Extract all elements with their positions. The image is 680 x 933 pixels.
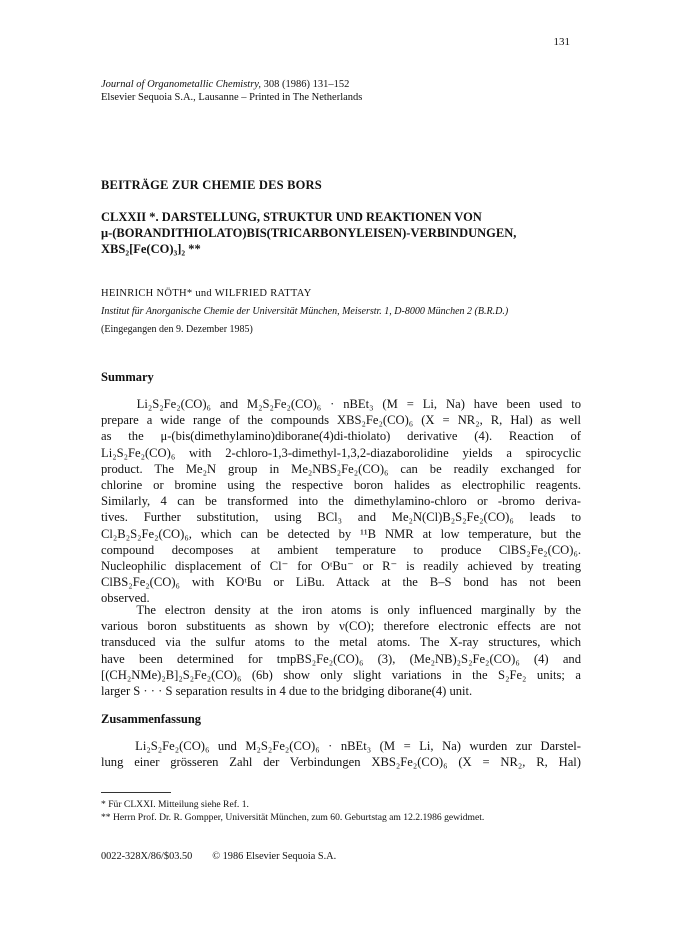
- journal-name: Journal of Organometallic Chemistry,: [101, 79, 262, 90]
- publisher-line: Elsevier Sequoia S.A., Lausanne – Printed in The Netherlands: [101, 92, 363, 103]
- footnote-divider: [101, 792, 171, 793]
- text-line: Nucleophilic displacement of Cl⁻ for OᵗBu⁻ or R⁻ is readily achieved by treating: [101, 559, 581, 574]
- text-line: Cl₂B₂S₂Fe₂(CO)₆, which can be detected by ¹¹B NMR at low temperature, but the: [101, 526, 581, 541]
- text-line: compound decomposes at ambient temperature to produce ClBS₂Fe₂(CO)₆.: [101, 542, 581, 557]
- journal-volume: 308 (1986) 131–152: [261, 79, 350, 90]
- page-number: 131: [553, 36, 570, 48]
- text-line: Similarly, 4 can be transformed into the dimethylamino-chloro or -bromo deriva-: [101, 494, 581, 509]
- zusammenfassung-paragraph: [101, 738, 581, 770]
- series-title: BEITRÄGE ZUR CHEMIE DES BORS: [101, 178, 322, 192]
- text-line: Li₂S₂Fe₂(CO)₆ and M₂S₂Fe₂(CO)₆ · nBEt₃ (M = Li, Na) have been used to: [101, 397, 581, 411]
- journal-header: [101, 78, 362, 104]
- text-line: larger S · · · S separation results in 4 due to the bridging diborane(4) unit.: [101, 684, 473, 699]
- article-title: [101, 209, 581, 257]
- copyright-notice: © 1986 Elsevier Sequoia S.A.: [212, 851, 337, 862]
- text-line: various boron substituents as shown by ν(CO); therefore electronic effects are not: [101, 619, 581, 634]
- title-line: CLXXII *. DARSTELLUNG, STRUKTUR UND REAKTIONEN VON: [101, 210, 482, 224]
- text-line: ClBS₂Fe₂(CO)₆ with KOᵗBu or LiBu. Attack at the B–S bond has not been: [101, 575, 581, 590]
- zusammenfassung-heading: Zusammenfassung: [101, 712, 202, 726]
- issn-price-code: 0022-328X/86/$03.50: [101, 851, 193, 862]
- text-line: Li₂S₂Fe₂(CO)₆ und M₂S₂Fe₂(CO)₆ · nBEt₃ (M = Li, Na) wurden zur Darstel-: [101, 739, 581, 753]
- text-line: Li₂S₂Fe₂(CO)₆ with 2-chloro-1,3-dimethyl-1,3,2-diazaborolidine yields a spirocyclic: [101, 445, 581, 460]
- text-line: have been determined for tmpBS₂Fe₂(CO)₆ (3), (Me₂NB)₂S₂Fe₂(CO)₆ (4) and: [101, 651, 581, 666]
- text-line: prepare a wide range of the compounds XBS₂Fe₂(CO)₆ (X = NR₂, R, Hal) as well: [101, 413, 581, 428]
- journal-citation: [101, 78, 362, 91]
- footnote: ** Herrn Prof. Dr. R. Gompper, Universität München, zum 60. Geburtstag am 12.2.1986 gewidmet.: [101, 812, 485, 823]
- received-date: (Eingegangen den 9. Dezember 1985): [101, 324, 253, 335]
- text-line: observed.: [101, 591, 150, 606]
- authors: HEINRICH NÖTH* und WILFRIED RATTAY: [101, 288, 312, 299]
- text-line: as the μ-(bis(dimethylamino)diborane(4)di-thiolato) derivative (4). Reaction of: [101, 429, 581, 444]
- summary-paragraph-2: [101, 602, 581, 699]
- summary-paragraph-1: [101, 396, 581, 607]
- text-line: chlorine or bromine using the respective boron halides as electrophilic reagents.: [101, 478, 581, 493]
- text-line: [(CH₂NMe)₂B]₂S₂Fe₂(CO)₆ (6b) show only slight variations in the S₂Fe₂ units; a: [101, 667, 581, 682]
- title-line: μ-(BORANDITHIOLATO)BIS(TRICARBONYLEISEN)-VERBINDUNGEN,: [101, 226, 517, 240]
- text-line: product. The Me₂N group in Me₂NBS₂Fe₂(CO)₆ can be readily exchanged for: [101, 461, 581, 476]
- bottom-line: [101, 851, 336, 862]
- title-line: XBS₂[Fe(CO)₃]₂ **: [101, 242, 201, 256]
- institution: Institut für Anorganische Chemie der Universität München, Meiserstr. 1, D-8000 München 2 (B.R.D.): [101, 306, 509, 317]
- text-line: lung einer grösseren Zahl der Verbindungen XBS₂Fe₂(CO)₆ (X = NR₂, R, Hal): [101, 755, 581, 770]
- summary-heading: Summary: [101, 370, 154, 384]
- text-line: transduced via the sulfur atoms to the metal atoms. The X-ray structures, which: [101, 635, 581, 650]
- footnote: * Für CLXXI. Mitteilung siehe Ref. 1.: [101, 799, 249, 810]
- text-line: The electron density at the iron atoms is only influenced marginally by the: [101, 603, 581, 617]
- text-line: tives. Further substitution, using BCl₃ and Me₂N(Cl)B₂S₂Fe₂(CO)₆ leads to: [101, 510, 581, 525]
